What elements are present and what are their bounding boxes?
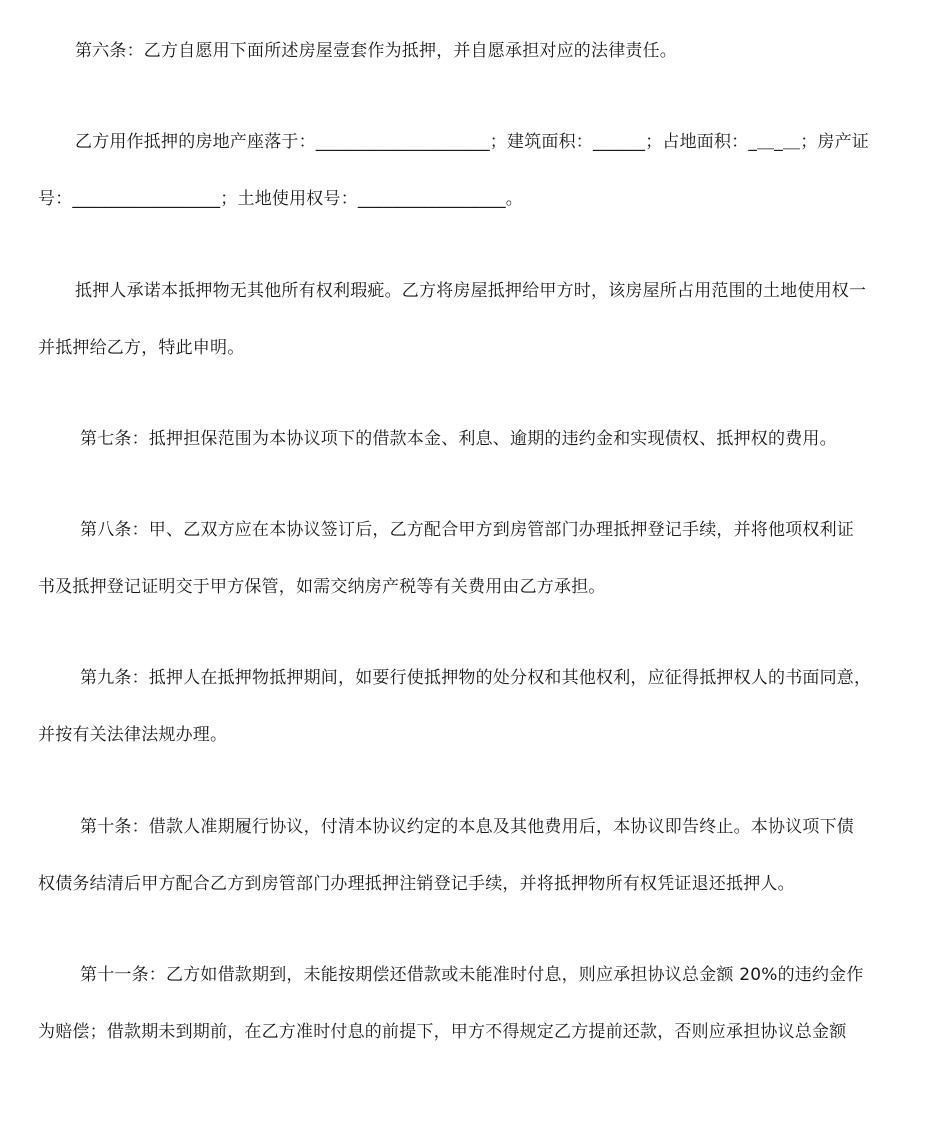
- article-8-line-1: 第八条：甲、乙双方应在本协议签订后，乙方配合甲方到房管部门办理抵押登记手续，并将他项权利证: [80, 520, 854, 540]
- mortgagor-promise-line-1: 抵押人承诺本抵押物无其他所有权利瑕疵。乙方将房屋抵押给甲方时，该房屋所占用范围的土地使用权一: [75, 281, 867, 301]
- article-11-line-2: 为赔偿；借款期未到期前，在乙方准时付息的前提下，甲方不得规定乙方提前还款，否则应承担协议总金额: [38, 1022, 847, 1042]
- property-location-line-1: 乙方用作抵押的房地产座落于：____________________；建筑面积：______；占地面积：_＿_＿；房产证: [75, 132, 869, 152]
- article-10-line-1: 第十条：借款人准期履行协议，付清本协议约定的本息及其他费用后，本协议即告终止。本协议项下债: [80, 817, 854, 837]
- article-7-line-1: 第七条：抵押担保范围为本协议项下的借款本金、利息、逾期的违约金和实现债权、抵押权的费用。: [80, 429, 837, 449]
- article-10-line-2: 权债务结清后甲方配合乙方到房管部门办理抵押注销登记手续，并将抵押物所有权凭证退还抵押人。: [38, 874, 795, 894]
- article-8-line-2: 书及抵押登记证明交于甲方保管，如需交纳房产税等有关费用由乙方承担。: [38, 577, 606, 597]
- article-9-line-1: 第九条：抵押人在抵押物抵押期间，如要行使抵押物的处分权和其他权利，应征得抵押权人的书面同意，: [80, 668, 872, 688]
- article-9-line-2: 并按有关法律法规办理。: [38, 725, 228, 745]
- article-11-line-1: 第十一条：乙方如借款期到，未能按期偿还借款或未能准时付息，则应承担协议总金额 20%的违约金作: [80, 965, 864, 985]
- mortgagor-promise-line-2: 并抵押给乙方，特此申明。: [38, 338, 245, 358]
- article-6-line-1: 第六条：乙方自愿用下面所述房屋壹套作为抵押，并自愿承担对应的法律责任。: [75, 41, 677, 61]
- property-location-line-2: 号：_________________；土地使用权号：_________________。: [38, 189, 523, 209]
